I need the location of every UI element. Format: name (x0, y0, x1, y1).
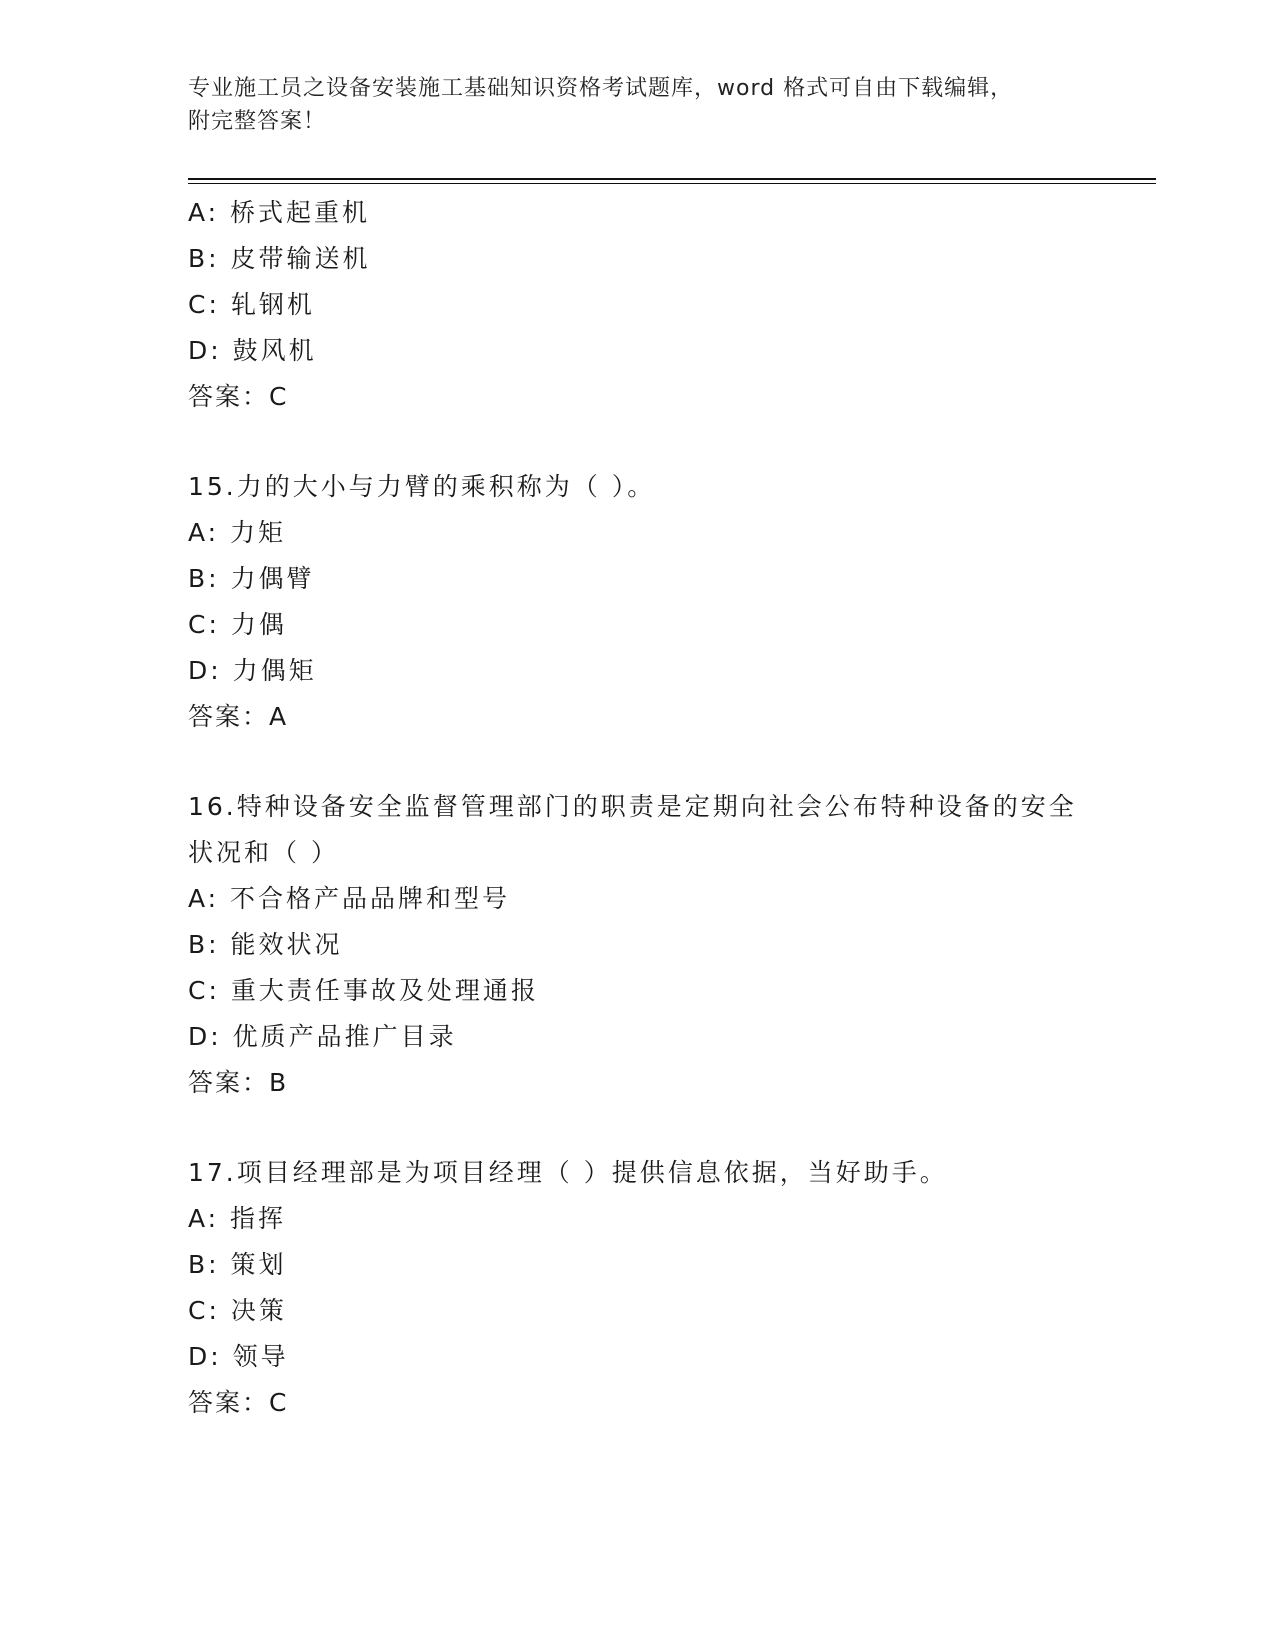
document-header (188, 72, 1088, 138)
option-c: C: 轧钢机 (188, 290, 315, 319)
answer-line: 答案：B (188, 1068, 289, 1097)
block-spacer (188, 1106, 1156, 1150)
option-d: D: 力偶矩 (188, 656, 317, 685)
question-list (188, 190, 1156, 1426)
question-text: 15.力的大小与力臂的乘积称为（ ）。 (188, 472, 656, 501)
option-a: A: 指挥 (188, 1204, 287, 1233)
option-b: B: 能效状况 (188, 930, 343, 959)
question-block (188, 464, 1156, 740)
header-line-1: 专业施工员之设备安装施工基础知识资格考试题库，word 格式可自由下载编辑， (188, 76, 1014, 101)
option-a: A: 力矩 (188, 518, 287, 547)
option-b: B: 皮带输送机 (188, 244, 371, 273)
answer-line: 答案：C (188, 382, 289, 411)
option-d: D: 优质产品推广目录 (188, 1022, 457, 1051)
option-d: D: 鼓风机 (188, 336, 317, 365)
header-divider-bottom (188, 183, 1156, 184)
question-text: 16.特种设备安全监督管理部门的职责是定期向社会公布特种设备的安全状况和（ ） (188, 792, 1077, 867)
block-spacer (188, 740, 1156, 784)
header-line-2: 附完整答案！ (188, 109, 327, 134)
block-spacer (188, 420, 1156, 464)
option-c: C: 重大责任事故及处理通报 (188, 976, 539, 1005)
question-block (188, 1150, 1156, 1426)
option-b: B: 策划 (188, 1250, 287, 1279)
question-block (188, 190, 1156, 420)
option-a: A: 不合格产品品牌和型号 (188, 884, 511, 913)
question-block (188, 784, 1156, 1106)
answer-line: 答案：A (188, 702, 289, 731)
answer-line: 答案：C (188, 1388, 289, 1417)
question-text: 17.项目经理部是为项目经理（ ）提供信息依据，当好助手。 (188, 1158, 948, 1187)
header-divider-top (188, 178, 1156, 180)
option-a: A: 桥式起重机 (188, 198, 371, 227)
option-d: D: 领导 (188, 1342, 289, 1371)
option-c: C: 决策 (188, 1296, 287, 1325)
option-c: C: 力偶 (188, 610, 287, 639)
option-b: B: 力偶臂 (188, 564, 315, 593)
